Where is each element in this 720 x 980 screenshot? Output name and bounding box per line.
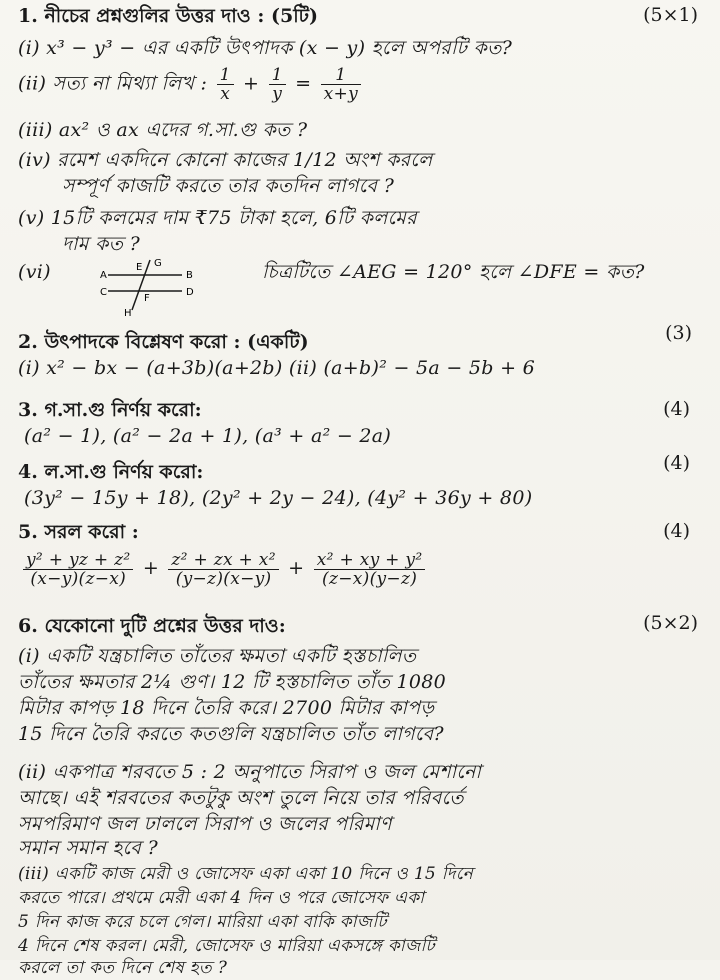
q2-heading: 2. উৎপাদকে বিশ্লেষণ করো : (একটি)	[18, 331, 309, 353]
frac-den: (y−z)(x−y)	[175, 568, 272, 589]
q6-line: (ii) একপাত্র শরবতে 5 : 2 অনুপাতে সিরাপ ও জল মেশানো	[18, 761, 482, 783]
q6-line: 4 দিনে শেষ করল। মেরী, জোসেফ ও মারিয়া একসঙ্গে কাজটি	[18, 936, 435, 956]
q6-line: (iii) একটি কাজ মেরী ও জোসেফ একা একা 10 দিনে ও 15 দিনে	[18, 864, 474, 884]
q1-heading: 1. নীচের প্রশ্নগুলির উত্তর দাও : (5টি)	[18, 5, 318, 27]
q6-line: মিটার কাপড় 18 দিনে তৈরি করে। 2700 মিটার কাপড়	[18, 697, 435, 719]
frac-num: y² + yz + z²	[23, 551, 133, 570]
q5-term-3	[314, 551, 426, 588]
q6-line: সমপরিমাণ জল ঢাললে সিরাপ ও জলের পরিমাণ	[18, 813, 392, 835]
fraction-1-over-y	[269, 66, 286, 103]
q1-item-ii-label: (ii) সত্য না মিথ্যা লিখ :	[18, 72, 208, 95]
q6-line: করতে পারে। প্রথমে মেরী একা 4 দিন ও পরে জোসেফ একা	[18, 888, 425, 908]
plus-sign: +	[288, 557, 305, 579]
q1-item-iv-line2: সম্পূর্ণ কাজটি করতে তার কতদিন লাগবে ?	[62, 175, 395, 197]
q1-marks: (5×1)	[643, 4, 698, 26]
fig-label-h: H	[124, 308, 132, 319]
q2-marks: (3)	[665, 322, 692, 344]
frac-den: x+y	[323, 84, 358, 104]
q5-marks: (4)	[663, 520, 690, 542]
q5-term-1	[23, 551, 133, 588]
q1-item-i: (i) x³ − y³ − এর একটি উৎপাদক (x − y) হলে অপরটি কত?	[18, 37, 513, 59]
q1-item-iv-line1: (iv) রমেশ একদিনে কোনো কাজের 1/12 অংশ করলে	[18, 149, 433, 171]
frac-den: x	[220, 84, 231, 104]
q6-heading: 6. যেকোনো দুটি প্রশ্নের উত্তর দাও:	[18, 615, 286, 637]
fig-label-c: C	[100, 287, 107, 298]
q2-line: (i) x² − bx − (a+3b)(a+2b) (ii) (a+b)² − 5a − 5b + 6	[18, 357, 536, 379]
q3-marks: (4)	[663, 398, 690, 420]
q3-line: (a² − 1), (a² − 2a + 1), (a³ + a² − 2a)	[24, 425, 392, 447]
fraction-1-over-x	[217, 66, 234, 103]
q1-item-iii: (iii) ax² ও ax এদের গ.সা.গু কত ?	[18, 119, 308, 141]
frac-num: 1	[217, 66, 234, 85]
q1-item-vi-text: চিত্রটিতে ∠AEG = 120° হলে ∠DFE = কত?	[262, 261, 645, 283]
fraction-1-over-x-plus-y	[321, 66, 361, 103]
fig-label-g: G	[154, 258, 162, 269]
q1-item-vi-label: (vi)	[18, 261, 51, 283]
fig-label-e: E	[136, 262, 143, 273]
frac-den: (z−x)(y−z)	[322, 568, 418, 589]
frac-num: z² + zx + x²	[168, 551, 278, 570]
q5-heading: 5. সরল করো :	[18, 521, 139, 543]
q4-heading: 4. ল.সা.গু নির্ণয় করো:	[18, 461, 204, 483]
q5-term-2	[168, 551, 278, 588]
q6-line: 15 দিনে তৈরি করতে কতগুলি যন্ত্রচালিত তাঁত লাগবে?	[18, 723, 444, 745]
frac-num: 1	[269, 66, 286, 85]
q6-line: করলে তা কত দিনে শেষ হত ?	[18, 958, 228, 978]
q6-line: সমান সমান হবে ?	[18, 837, 158, 859]
q6-line: 5 দিন কাজ করে চলে গেল। মারিয়া একা বাকি কাজটি	[18, 912, 387, 932]
q6-line: আছে। এই শরবতের কতটুকু অংশ তুলে নিয়ে তার পরিবর্তে	[18, 787, 464, 809]
fig-label-d: D	[186, 287, 194, 298]
frac-num: x² + xy + y²	[314, 551, 426, 570]
frac-num: 1	[321, 66, 361, 85]
q6-line: (i) একটি যন্ত্রচালিত তাঁতের ক্ষমতা একটি হস্তচালিত	[18, 645, 417, 667]
q6-line: তাঁতের ক্ষমতার 2¼ গুণ। 12 টি হস্তচালিত তাঁত 1080	[18, 671, 447, 693]
q4-line: (3y² − 15y + 18), (2y² + 2y − 24), (4y² + 36y + 80)	[24, 487, 533, 509]
plus-sign: +	[142, 557, 160, 579]
q5-expression	[20, 548, 706, 588]
parallel-lines-transversal-figure	[100, 258, 210, 318]
frac-den: y	[272, 84, 283, 104]
fig-label-a: A	[100, 270, 107, 281]
q1-item-v-line1: (v) 15টি কলমের দাম ₹75 টাকা হলে, 6টি কলমের	[18, 207, 417, 229]
frac-den: (x−y)(z−x)	[30, 568, 127, 589]
fig-label-b: B	[186, 270, 193, 281]
q1-item-ii: (ii) সত্য না মিথ্যা লিখ : $\frac{1}{x}$ + $\frac{1}{y}$ = $\frac{1}{x+y}$	[18, 66, 706, 103]
q1-item-v-line2: দাম কত ?	[62, 233, 140, 255]
q3-heading: 3. গ.সা.গু নির্ণয় করো:	[18, 399, 202, 421]
fig-label-f: F	[144, 293, 150, 304]
q6-marks: (5×2)	[643, 612, 698, 634]
q4-marks: (4)	[663, 452, 690, 474]
